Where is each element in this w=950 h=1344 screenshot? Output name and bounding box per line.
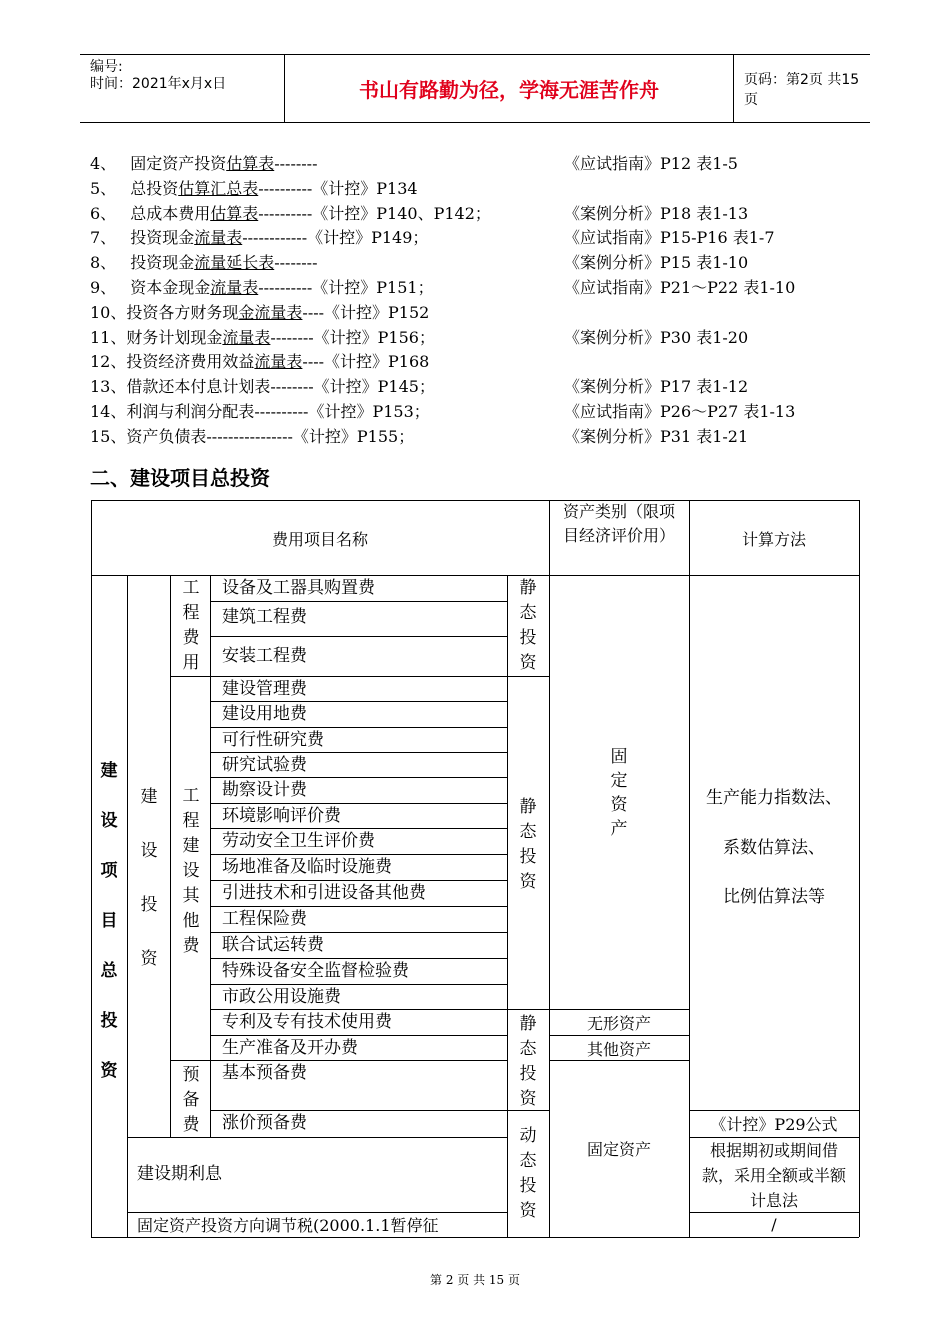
table-rule <box>507 1009 549 1010</box>
method-interest: 根据期初或期间借款，采用全额或半额计息法 <box>701 1141 846 1210</box>
table-rule <box>210 601 507 602</box>
table-reference-list <box>90 152 890 450</box>
list-item <box>90 276 890 301</box>
table-rule <box>210 1110 507 1111</box>
table-rule <box>170 575 171 1137</box>
table-rule <box>549 1009 689 1010</box>
list-item-text: 14、利润与利润分配表----------《计控》P153； <box>90 401 430 421</box>
list-item <box>90 350 890 375</box>
method-estimate-2: 系数估算法、 <box>723 838 825 858</box>
item-name: 联合试运转费 <box>222 935 324 955</box>
item-name: 生产准备及开办费 <box>222 1038 358 1058</box>
list-item <box>90 326 890 351</box>
item-name: 建设用地费 <box>222 704 307 724</box>
item-name: 建设管理费 <box>222 679 307 699</box>
table-rule <box>689 575 690 1237</box>
static-investment-1: 静态投资 <box>519 578 537 673</box>
group-engineering: 工程费用 <box>182 578 200 673</box>
item-name: 研究试验费 <box>222 755 307 775</box>
table-rule <box>507 1110 549 1111</box>
table-rule <box>91 500 859 501</box>
item-name: 安装工程费 <box>222 646 307 666</box>
interest-label: 建设期利息 <box>137 1164 222 1184</box>
asset-fixed-2: 固定资产 <box>586 1140 651 1159</box>
list-item-text: 5、 总投资估算汇总表----------《计控》P134 <box>90 178 418 198</box>
page-header <box>80 54 870 123</box>
item-name: 建筑工程费 <box>222 607 307 627</box>
list-item <box>90 301 890 326</box>
doc-time-label: 时间：2021年x月x日 <box>90 76 227 92</box>
list-item-ref: 《应试指南》P21～P22 表1-10 <box>564 277 796 297</box>
list-item-ref: 《案例分析》P18 表1-13 <box>564 203 749 223</box>
asset-intangible: 无形资产 <box>586 1014 651 1033</box>
item-name: 引进技术和引进设备其他费 <box>222 883 426 903</box>
list-item-ref: 《案例分析》P15 表1-10 <box>564 253 749 273</box>
table-rule <box>210 906 507 907</box>
item-name: 场地准备及临时设施费 <box>222 857 392 877</box>
list-item-text: 7、 投资现金流量表------------《计控》P149； <box>90 228 429 248</box>
item-name: 工程保险费 <box>222 909 307 929</box>
table-rule <box>210 777 507 778</box>
list-item-ref: 《应试指南》P26～P27 表1-13 <box>564 401 796 421</box>
list-item <box>90 202 890 227</box>
dynamic-investment: 动态投资 <box>519 1126 537 1221</box>
item-name: 涨价预备费 <box>222 1113 307 1133</box>
section-title: 二、建设项目总投资 <box>90 466 270 490</box>
method-none: / <box>771 1215 777 1234</box>
list-item <box>90 375 890 400</box>
list-item-ref: 《应试指南》P12 表1-5 <box>564 154 738 173</box>
list-item <box>90 425 890 450</box>
list-item-text: 6、 总成本费用估算表----------《计控》P140、P142； <box>90 203 491 223</box>
table-rule <box>91 575 859 576</box>
header-page-info: 页码：第2页 共15页 <box>744 71 860 108</box>
table-rule <box>210 958 507 959</box>
item-name: 市政公用设施费 <box>222 987 341 1007</box>
static-investment-3: 静态投资 <box>519 1014 537 1109</box>
group-reserve: 预备费 <box>182 1065 200 1135</box>
item-name: 可行性研究费 <box>222 730 324 750</box>
table-rule <box>91 1237 859 1238</box>
table-rule <box>210 1009 507 1010</box>
list-item-text: 15、资产负债表----------------《计控》P155； <box>90 426 415 446</box>
list-item-ref: 《案例分析》P17 表1-12 <box>564 377 749 397</box>
method-estimate-1: 生产能力指数法、 <box>706 788 842 808</box>
header-item-name: 费用项目名称 <box>271 530 368 549</box>
table-rule <box>549 1060 689 1061</box>
method-estimate-3: 比例估算法等 <box>723 887 825 907</box>
table-rule <box>210 828 507 829</box>
list-item-text: 4、 固定资产投资估算表-------- <box>90 154 318 173</box>
level1-label: 建设项目总投资 <box>100 761 118 1081</box>
list-item-text: 11、财务计划现金流量表--------《计控》P156； <box>90 327 435 347</box>
item-name: 特殊设备安全监督检验费 <box>222 961 409 981</box>
table-rule <box>210 932 507 933</box>
table-rule <box>170 676 210 677</box>
table-rule <box>689 500 690 575</box>
table-rule <box>549 575 550 1237</box>
table-rule <box>210 1060 507 1061</box>
list-item-ref: 《案例分析》P30 表1-20 <box>564 327 749 347</box>
table-rule <box>210 575 211 1137</box>
group-other-fees: 工程建设其他费 <box>182 786 200 956</box>
asset-fixed: 固定资产 <box>610 747 628 839</box>
table-rule <box>210 1035 507 1036</box>
list-item-text: 12、投资经济费用效益流量表----《计控》P168 <box>90 352 430 372</box>
page-footer: 第 2 页 共 15 页 <box>430 1273 520 1287</box>
method-formula-ref: 《计控》P29公式 <box>710 1115 838 1134</box>
list-item-ref: 《案例分析》P31 表1-21 <box>564 426 749 446</box>
header-meta <box>80 55 284 122</box>
item-name: 基本预备费 <box>222 1063 307 1083</box>
list-item-text: 9、 资本金现金流量表----------《计控》P151； <box>90 277 434 297</box>
list-item <box>90 177 890 202</box>
table-rule <box>127 1212 507 1213</box>
table-rule <box>549 1035 689 1036</box>
table-rule <box>210 727 507 728</box>
table-rule <box>210 676 507 677</box>
table-rule <box>210 984 507 985</box>
table-rule <box>210 880 507 881</box>
static-investment-2: 静态投资 <box>519 797 537 892</box>
item-name: 勘察设计费 <box>222 780 307 800</box>
list-item-text: 13、借款还本付息计划表--------《计控》P145； <box>90 377 435 397</box>
table-rule <box>91 500 92 1237</box>
table-rule <box>210 803 507 804</box>
item-name: 设备及工器具购置费 <box>222 578 375 598</box>
list-item-ref: 《应试指南》P15-P16 表1-7 <box>564 228 775 248</box>
item-name: 环境影响评价费 <box>222 806 341 826</box>
list-item <box>90 226 890 251</box>
list-item <box>90 152 890 177</box>
table-rule <box>210 636 507 637</box>
table-rule <box>210 854 507 855</box>
table-rule <box>170 1060 210 1061</box>
header-asset-category: 资产类别（限项目经济评价用） <box>562 502 675 545</box>
table-rule <box>859 500 860 1237</box>
table-rule <box>689 1110 859 1111</box>
item-name: 劳动安全卫生评价费 <box>222 831 375 851</box>
table-rule <box>210 752 507 753</box>
table-rule <box>210 701 507 702</box>
table-rule <box>507 676 549 677</box>
table-rule <box>689 1212 859 1213</box>
list-item-text: 8、 投资现金流量延长表-------- <box>90 253 318 273</box>
item-name: 专利及专有技术使用费 <box>222 1012 392 1032</box>
list-item <box>90 400 890 425</box>
header-calc-method: 计算方法 <box>741 530 806 549</box>
table-rule <box>689 1137 859 1138</box>
list-item-text: 10、投资各方财务现金流量表----《计控》P152 <box>90 302 430 322</box>
table-rule <box>549 500 550 575</box>
doc-number-label: 编号: <box>90 59 123 75</box>
table-rule <box>127 575 128 1237</box>
table-rule <box>127 1137 507 1138</box>
table-rule <box>507 575 508 1237</box>
header-motto: 书山有路勤为径，学海无涯苦作舟 <box>284 55 734 122</box>
asset-other: 其他资产 <box>586 1040 651 1059</box>
list-item <box>90 251 890 276</box>
level2-label: 建设投资 <box>140 787 158 969</box>
tax-label: 固定资产投资方向调节税(2000.1.1暂停征 <box>137 1216 439 1235</box>
